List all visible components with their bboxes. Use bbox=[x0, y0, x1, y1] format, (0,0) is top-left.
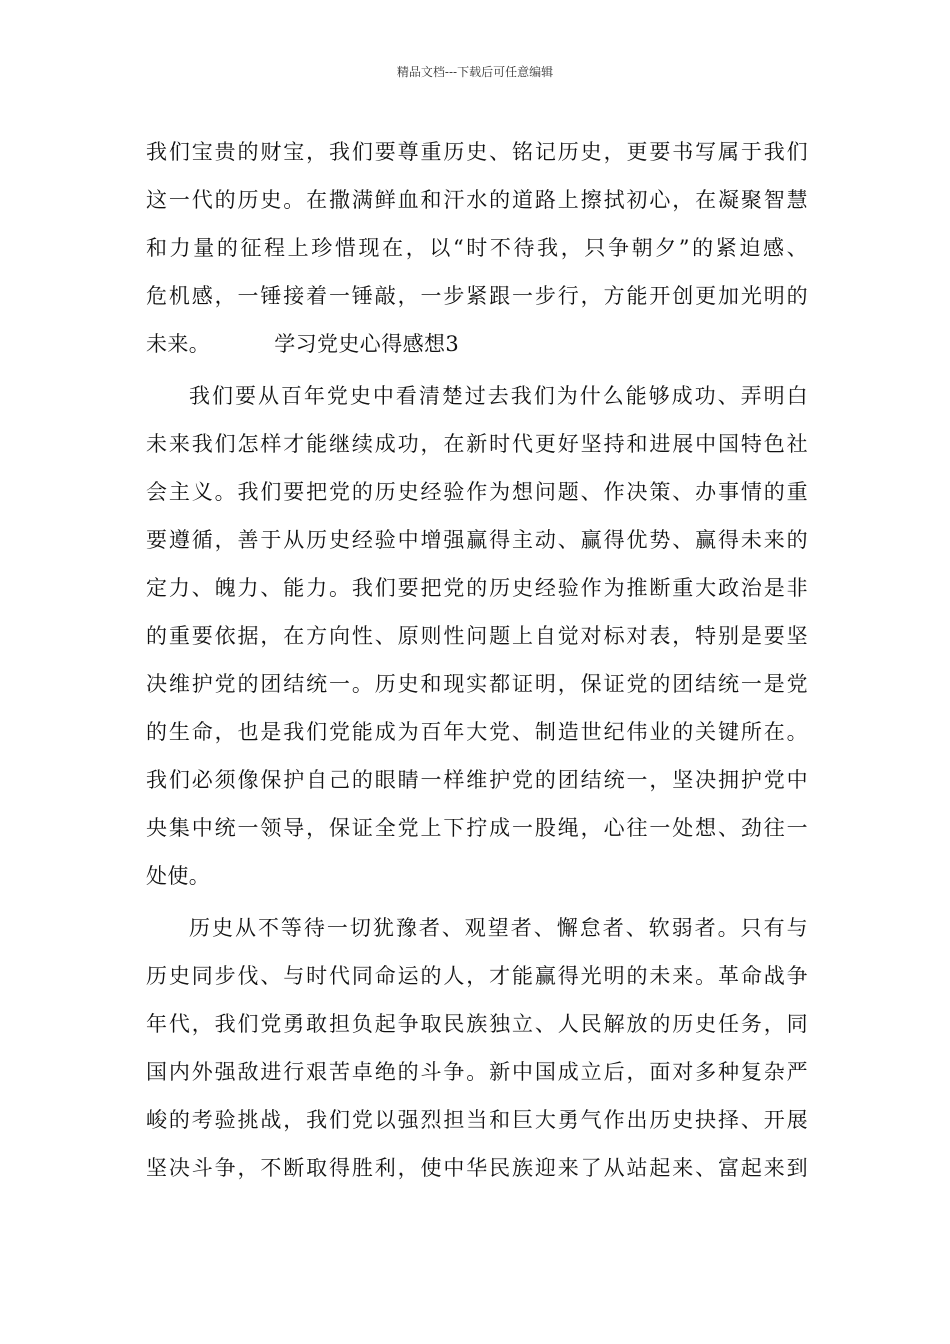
section-heading: 学习党史心得感想3 bbox=[274, 332, 460, 356]
page-header: 精品文档---下载后可任意编辑 bbox=[396, 65, 554, 79]
text-line: 坚决斗争，不断取得胜利，使中华民族迎来了从站起来、富起来到 bbox=[146, 1156, 808, 1180]
text-line: 的生命，也是我们党能成为百年大党、制造世纪伟业的关键所在。 bbox=[146, 720, 808, 744]
text-line: 要遵循，善于从历史经验中增强赢得主动、赢得优势、赢得未来的 bbox=[146, 528, 808, 552]
text-line: 处使。 bbox=[146, 864, 211, 888]
text-line: 决维护党的团结统一。历史和现实都证明，保证党的团结统一是党 bbox=[146, 672, 808, 696]
text-line: 未来我们怎样才能继续成功，在新时代更好坚持和进展中国特色社 bbox=[146, 432, 808, 456]
document-body bbox=[146, 128, 808, 1192]
text-line bbox=[146, 320, 808, 368]
text-line: 历史从不等待一切犹豫者、观望者、懈怠者、软弱者。只有与 bbox=[189, 916, 808, 940]
text-line: 和力量的征程上珍惜现在，以“时不待我，只争朝夕”的紧迫感、 bbox=[146, 236, 808, 260]
text-line: 国内外强敌进行艰苦卓绝的斗争。新中国成立后，面对多种复杂严 bbox=[146, 1060, 808, 1084]
text-line: 定力、魄力、能力。我们要把党的历史经验作为推断重大政治是非 bbox=[146, 576, 808, 600]
text-line: 历史同步伐、与时代同命运的人，才能赢得光明的未来。革命战争 bbox=[146, 964, 808, 988]
text-line: 的重要依据，在方向性、原则性问题上自觉对标对表，特别是要坚 bbox=[146, 624, 808, 648]
text-line: 我们要从百年党史中看清楚过去我们为什么能够成功、弄明白 bbox=[189, 384, 808, 408]
text-line: 我们宝贵的财宝，我们要尊重历史、铭记历史，更要书写属于我们 bbox=[146, 140, 808, 164]
text-line: 这一代的历史。在撒满鲜血和汗水的道路上擦拭初心，在凝聚智慧 bbox=[146, 188, 808, 212]
paragraph-end: 未来。 bbox=[146, 332, 211, 356]
text-line: 央集中统一领导，保证全党上下拧成一股绳，心往一处想、劲往一 bbox=[146, 816, 808, 840]
text-line: 峻的考验挑战，我们党以强烈担当和巨大勇气作出历史抉择、开展 bbox=[146, 1108, 808, 1132]
text-line: 年代，我们党勇敢担负起争取民族独立、人民解放的历史任务，同 bbox=[146, 1012, 808, 1036]
text-line: 会主义。我们要把党的历史经验作为想问题、作决策、办事情的重 bbox=[146, 480, 808, 504]
text-line: 危机感，一锤接着一锤敲，一步紧跟一步行，方能开创更加光明的 bbox=[146, 284, 808, 308]
text-line: 我们必须像保护自己的眼睛一样维护党的团结统一，坚决拥护党中 bbox=[146, 768, 808, 792]
